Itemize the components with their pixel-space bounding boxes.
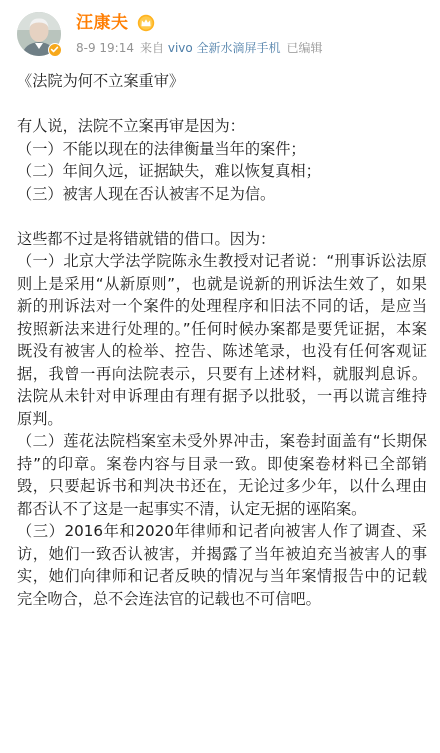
post-header xyxy=(0,0,440,66)
post-device-link[interactable]: vivo 全新水滴屏手机 xyxy=(167,41,281,55)
rebuttal-item: （二）莲花法院档案室未受外界冲击，案卷封面盖有“长期保持”的印章。案卷内容与目录一致。即使案卷材料已全部销毁，只要起诉书和判决书还在，无论过多少年，以什么理由都否认不了这是一起事实不清，认定无据的诬陷案。 xyxy=(17,432,427,518)
post-meta xyxy=(76,40,323,56)
crown-icon[interactable] xyxy=(137,14,155,32)
post-source-prefix: 来自 xyxy=(140,41,165,55)
rebuttal-item: （一）北京大学法学院陈永生教授对记者说：“刑事诉讼法原则上是采用“从新原则”，也就是说新的刑诉法生效了，如果新的刑诉法对一个案件的处理程序和旧法不同的话，是应当按照新法来进行处理的。”任何时候办案都是要凭证据，本案既没有被害人的检举、控告、陈述笔录，也没有任何客观证据，我曾一再向法院表示，只要有上述材料，就服判息诉。法院从未针对申诉理由有理有据予以批驳，一再以谎言维持原判。 xyxy=(17,252,427,428)
reason-item: （一）不能以现在的法律衡量当年的案件； xyxy=(17,139,306,158)
author-name[interactable]: 汪康夫 xyxy=(76,13,129,33)
post-intro: 有人说，法院不立案再审是因为： xyxy=(17,117,245,135)
rebuttal-item: （三）2016年和2020年律师和记者向被害人作了调查、采访，她们一致否认被害，并揭露了当年被迫充当被害人的事实，她们向律师和记者反映的情况与当年案情报告中的记载完全吻合，总不会连法官的记载也不可信吧。 xyxy=(17,522,427,608)
reason-item: （二）年间久远，证据缺失，难以恢复真相； xyxy=(17,162,321,180)
reason-item: （三）被害人现在否认被害不足为信。 xyxy=(17,184,276,203)
verified-badge-icon xyxy=(48,43,62,57)
post-time: 8-9 19:14 xyxy=(76,41,134,55)
rebuttal-intro: 这些都不过是将错就错的借口。因为： xyxy=(17,229,276,248)
post-body xyxy=(17,70,427,610)
post-title: 《法院为何不立案重审》 xyxy=(17,72,185,90)
edited-label[interactable]: 已编辑 xyxy=(286,41,323,55)
